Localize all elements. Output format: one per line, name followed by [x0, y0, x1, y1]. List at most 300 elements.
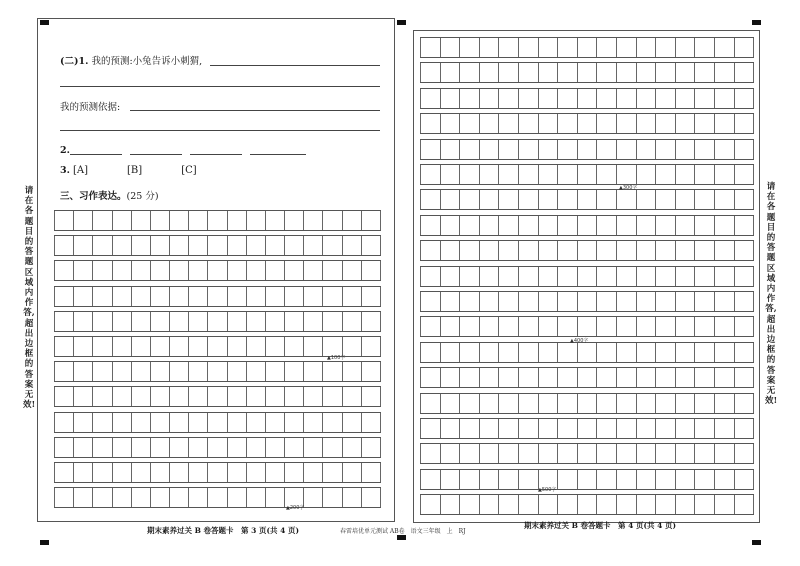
writing-cell[interactable]: [735, 419, 755, 438]
writing-cell[interactable]: [362, 387, 381, 406]
writing-cell[interactable]: [420, 89, 441, 108]
writing-cell[interactable]: [343, 438, 362, 457]
writing-cell[interactable]: [441, 241, 461, 260]
writing-cell[interactable]: [208, 337, 227, 356]
answer-line[interactable]: [130, 110, 380, 111]
writing-cell[interactable]: [54, 463, 74, 482]
writing-cell[interactable]: [170, 312, 189, 331]
writing-cell[interactable]: [460, 89, 480, 108]
writing-cell[interactable]: [228, 236, 247, 255]
writing-cell[interactable]: [74, 261, 93, 280]
writing-cell[interactable]: [343, 337, 362, 356]
writing-cell[interactable]: [597, 241, 617, 260]
writing-cell[interactable]: [656, 394, 676, 413]
writing-cell[interactable]: [695, 394, 715, 413]
writing-cell[interactable]: [695, 190, 715, 209]
writing-cell[interactable]: [460, 292, 480, 311]
writing-cell[interactable]: [637, 241, 657, 260]
writing-cell[interactable]: [480, 114, 500, 133]
writing-cell[interactable]: [460, 444, 480, 463]
writing-cell[interactable]: [266, 362, 285, 381]
writing-cell[interactable]: [441, 114, 461, 133]
writing-cell[interactable]: [151, 236, 170, 255]
writing-cell[interactable]: [113, 413, 132, 432]
writing-cell[interactable]: [228, 387, 247, 406]
writing-cell[interactable]: [617, 140, 637, 159]
writing-cell[interactable]: [228, 362, 247, 381]
writing-cell[interactable]: [499, 317, 519, 336]
writing-cell[interactable]: [323, 312, 342, 331]
writing-cell[interactable]: [460, 38, 480, 57]
writing-cell[interactable]: [304, 438, 323, 457]
writing-cell[interactable]: [285, 261, 304, 280]
writing-cell[interactable]: [656, 165, 676, 184]
writing-cell[interactable]: [170, 438, 189, 457]
writing-cell[interactable]: [637, 165, 657, 184]
writing-cell[interactable]: [519, 267, 539, 286]
writing-cell[interactable]: [539, 114, 559, 133]
writing-cell[interactable]: [735, 495, 755, 514]
writing-cell[interactable]: [676, 114, 696, 133]
writing-cell[interactable]: [578, 419, 598, 438]
writing-cell[interactable]: [695, 495, 715, 514]
writing-cell[interactable]: [74, 488, 93, 507]
writing-cell[interactable]: [323, 261, 342, 280]
writing-cell[interactable]: [539, 267, 559, 286]
writing-cell[interactable]: [617, 317, 637, 336]
writing-cell[interactable]: [617, 241, 637, 260]
writing-cell[interactable]: [420, 140, 441, 159]
writing-cell[interactable]: [558, 343, 578, 362]
writing-cell[interactable]: [597, 63, 617, 82]
writing-cell[interactable]: [480, 394, 500, 413]
writing-cell[interactable]: [323, 236, 342, 255]
writing-cell[interactable]: [93, 488, 112, 507]
writing-cell[interactable]: [343, 211, 362, 230]
writing-cell[interactable]: [441, 140, 461, 159]
writing-cell[interactable]: [578, 368, 598, 387]
writing-cell[interactable]: [189, 413, 208, 432]
writing-cell[interactable]: [132, 463, 151, 482]
writing-cell[interactable]: [695, 216, 715, 235]
writing-cell[interactable]: [228, 287, 247, 306]
writing-cell[interactable]: [266, 463, 285, 482]
writing-cell[interactable]: [617, 63, 637, 82]
writing-cell[interactable]: [519, 419, 539, 438]
writing-cell[interactable]: [499, 89, 519, 108]
writing-cell[interactable]: [54, 236, 74, 255]
writing-cell[interactable]: [323, 413, 342, 432]
writing-cell[interactable]: [597, 368, 617, 387]
writing-cell[interactable]: [323, 211, 342, 230]
writing-cell[interactable]: [460, 470, 480, 489]
writing-cell[interactable]: [132, 236, 151, 255]
writing-cell[interactable]: [735, 470, 755, 489]
writing-cell[interactable]: [170, 463, 189, 482]
writing-cell[interactable]: [597, 190, 617, 209]
writing-cell[interactable]: [441, 495, 461, 514]
writing-cell[interactable]: [208, 438, 227, 457]
writing-cell[interactable]: [617, 343, 637, 362]
writing-cell[interactable]: [113, 387, 132, 406]
writing-cell[interactable]: [715, 343, 735, 362]
writing-cell[interactable]: [441, 190, 461, 209]
writing-cell[interactable]: [597, 89, 617, 108]
writing-cell[interactable]: [170, 488, 189, 507]
writing-cell[interactable]: [266, 312, 285, 331]
writing-cell[interactable]: [420, 343, 441, 362]
writing-cell[interactable]: [637, 63, 657, 82]
writing-cell[interactable]: [558, 165, 578, 184]
writing-cell[interactable]: [656, 292, 676, 311]
writing-cell[interactable]: [343, 463, 362, 482]
writing-cell[interactable]: [113, 488, 132, 507]
writing-cell[interactable]: [656, 114, 676, 133]
writing-cell[interactable]: [519, 394, 539, 413]
writing-cell[interactable]: [715, 495, 735, 514]
writing-cell[interactable]: [597, 165, 617, 184]
writing-cell[interactable]: [420, 317, 441, 336]
writing-cell[interactable]: [597, 114, 617, 133]
option-b[interactable]: [B]: [127, 165, 143, 176]
writing-cell[interactable]: [676, 394, 696, 413]
writing-cell[interactable]: [441, 394, 461, 413]
writing-cell[interactable]: [656, 89, 676, 108]
writing-cell[interactable]: [132, 438, 151, 457]
writing-cell[interactable]: [228, 488, 247, 507]
writing-cell[interactable]: [519, 343, 539, 362]
writing-cell[interactable]: [304, 488, 323, 507]
writing-cell[interactable]: [362, 488, 381, 507]
writing-cell[interactable]: [637, 140, 657, 159]
writing-cell[interactable]: [597, 419, 617, 438]
writing-cell[interactable]: [460, 190, 480, 209]
writing-cell[interactable]: [695, 63, 715, 82]
writing-cell[interactable]: [519, 444, 539, 463]
writing-cell[interactable]: [695, 368, 715, 387]
writing-cell[interactable]: [519, 368, 539, 387]
writing-cell[interactable]: [93, 387, 112, 406]
writing-cell[interactable]: [285, 312, 304, 331]
writing-cell[interactable]: [656, 63, 676, 82]
writing-cell[interactable]: [676, 89, 696, 108]
writing-cell[interactable]: [480, 190, 500, 209]
writing-cell[interactable]: [266, 413, 285, 432]
writing-cell[interactable]: [189, 287, 208, 306]
writing-cell[interactable]: [343, 312, 362, 331]
writing-cell[interactable]: [499, 165, 519, 184]
writing-cell[interactable]: [74, 236, 93, 255]
writing-cell[interactable]: [285, 413, 304, 432]
writing-cell[interactable]: [266, 387, 285, 406]
writing-cell[interactable]: [617, 495, 637, 514]
writing-cell[interactable]: [420, 38, 441, 57]
writing-cell[interactable]: [539, 444, 559, 463]
answer-blank-3[interactable]: [190, 154, 242, 155]
writing-cell[interactable]: [460, 241, 480, 260]
writing-cell[interactable]: [695, 343, 715, 362]
writing-cell[interactable]: [558, 419, 578, 438]
writing-cell[interactable]: [228, 337, 247, 356]
writing-cell[interactable]: [578, 267, 598, 286]
writing-cell[interactable]: [151, 463, 170, 482]
writing-cell[interactable]: [132, 337, 151, 356]
writing-cell[interactable]: [578, 343, 598, 362]
writing-cell[interactable]: [304, 387, 323, 406]
writing-cell[interactable]: [362, 463, 381, 482]
writing-cell[interactable]: [715, 165, 735, 184]
writing-cell[interactable]: [228, 413, 247, 432]
writing-cell[interactable]: [343, 387, 362, 406]
writing-cell[interactable]: [441, 63, 461, 82]
writing-cell[interactable]: [93, 312, 112, 331]
writing-cell[interactable]: [597, 394, 617, 413]
writing-cell[interactable]: [343, 413, 362, 432]
writing-cell[interactable]: [715, 394, 735, 413]
writing-cell[interactable]: [715, 63, 735, 82]
writing-cell[interactable]: [558, 470, 578, 489]
writing-cell[interactable]: [676, 444, 696, 463]
writing-cell[interactable]: [735, 368, 755, 387]
writing-cell[interactable]: [715, 216, 735, 235]
writing-cell[interactable]: [480, 495, 500, 514]
writing-cell[interactable]: [578, 444, 598, 463]
writing-cell[interactable]: [441, 444, 461, 463]
writing-cell[interactable]: [578, 317, 598, 336]
writing-cell[interactable]: [656, 216, 676, 235]
writing-cell[interactable]: [228, 312, 247, 331]
writing-cell[interactable]: [715, 368, 735, 387]
writing-cell[interactable]: [676, 140, 696, 159]
writing-cell[interactable]: [460, 140, 480, 159]
writing-cell[interactable]: [441, 165, 461, 184]
writing-cell[interactable]: [480, 343, 500, 362]
writing-cell[interactable]: [695, 114, 715, 133]
writing-cell[interactable]: [558, 190, 578, 209]
writing-cell[interactable]: [151, 362, 170, 381]
writing-cell[interactable]: [617, 190, 637, 209]
writing-cell[interactable]: [304, 236, 323, 255]
writing-cell[interactable]: [519, 38, 539, 57]
writing-cell[interactable]: [266, 211, 285, 230]
writing-cell[interactable]: [151, 413, 170, 432]
writing-cell[interactable]: [460, 165, 480, 184]
writing-cell[interactable]: [441, 89, 461, 108]
writing-cell[interactable]: [578, 114, 598, 133]
writing-cell[interactable]: [304, 463, 323, 482]
writing-cell[interactable]: [578, 241, 598, 260]
writing-cell[interactable]: [695, 317, 715, 336]
writing-cell[interactable]: [304, 413, 323, 432]
writing-cell[interactable]: [54, 261, 74, 280]
writing-cell[interactable]: [715, 470, 735, 489]
writing-cell[interactable]: [715, 292, 735, 311]
writing-cell[interactable]: [304, 287, 323, 306]
writing-cell[interactable]: [54, 438, 74, 457]
writing-cell[interactable]: [676, 317, 696, 336]
writing-cell[interactable]: [695, 444, 715, 463]
answer-line[interactable]: [60, 86, 380, 87]
writing-cell[interactable]: [637, 114, 657, 133]
writing-cell[interactable]: [189, 488, 208, 507]
writing-cell[interactable]: [208, 312, 227, 331]
writing-cell[interactable]: [578, 292, 598, 311]
writing-cell[interactable]: [519, 63, 539, 82]
writing-cell[interactable]: [343, 236, 362, 255]
writing-cell[interactable]: [499, 419, 519, 438]
writing-cell[interactable]: [420, 292, 441, 311]
writing-cell[interactable]: [420, 114, 441, 133]
writing-cell[interactable]: [558, 394, 578, 413]
writing-cell[interactable]: [420, 394, 441, 413]
writing-cell[interactable]: [519, 495, 539, 514]
writing-cell[interactable]: [189, 236, 208, 255]
writing-cell[interactable]: [480, 292, 500, 311]
writing-cell[interactable]: [695, 140, 715, 159]
writing-cell[interactable]: [539, 190, 559, 209]
writing-cell[interactable]: [558, 89, 578, 108]
writing-cell[interactable]: [695, 89, 715, 108]
writing-cell[interactable]: [170, 337, 189, 356]
writing-cell[interactable]: [441, 216, 461, 235]
writing-cell[interactable]: [247, 287, 266, 306]
writing-cell[interactable]: [558, 38, 578, 57]
writing-cell[interactable]: [656, 419, 676, 438]
writing-cell[interactable]: [54, 211, 74, 230]
writing-cell[interactable]: [676, 495, 696, 514]
writing-cell[interactable]: [362, 413, 381, 432]
writing-cell[interactable]: [558, 241, 578, 260]
writing-cell[interactable]: [362, 236, 381, 255]
writing-cell[interactable]: [323, 488, 342, 507]
writing-cell[interactable]: [480, 368, 500, 387]
writing-cell[interactable]: [519, 292, 539, 311]
writing-cell[interactable]: [637, 419, 657, 438]
writing-cell[interactable]: [578, 470, 598, 489]
writing-cell[interactable]: [304, 261, 323, 280]
writing-cell[interactable]: [460, 419, 480, 438]
writing-cell[interactable]: [362, 337, 381, 356]
writing-cell[interactable]: [578, 140, 598, 159]
writing-cell[interactable]: [499, 216, 519, 235]
writing-cell[interactable]: [420, 190, 441, 209]
writing-cell[interactable]: [420, 241, 441, 260]
writing-cell[interactable]: [113, 337, 132, 356]
writing-cell[interactable]: [441, 38, 461, 57]
writing-cell[interactable]: [362, 312, 381, 331]
writing-cell[interactable]: [539, 140, 559, 159]
writing-cell[interactable]: [715, 89, 735, 108]
writing-cell[interactable]: [558, 317, 578, 336]
writing-cell[interactable]: [695, 267, 715, 286]
writing-cell[interactable]: [480, 419, 500, 438]
writing-cell[interactable]: [247, 438, 266, 457]
writing-cell[interactable]: [266, 438, 285, 457]
writing-cell[interactable]: [617, 419, 637, 438]
writing-cell[interactable]: [247, 211, 266, 230]
writing-cell[interactable]: [735, 444, 755, 463]
writing-cell[interactable]: [578, 165, 598, 184]
writing-cell[interactable]: [113, 312, 132, 331]
writing-cell[interactable]: [617, 267, 637, 286]
writing-cell[interactable]: [93, 362, 112, 381]
writing-cell[interactable]: [323, 362, 342, 381]
writing-cell[interactable]: [362, 438, 381, 457]
writing-cell[interactable]: [189, 362, 208, 381]
writing-cell[interactable]: [656, 140, 676, 159]
writing-cell[interactable]: [170, 211, 189, 230]
writing-cell[interactable]: [285, 438, 304, 457]
writing-cell[interactable]: [637, 190, 657, 209]
writing-cell[interactable]: [113, 287, 132, 306]
writing-cell[interactable]: [304, 362, 323, 381]
writing-cell[interactable]: [715, 190, 735, 209]
writing-cell[interactable]: [558, 114, 578, 133]
writing-cell[interactable]: [499, 343, 519, 362]
writing-cell[interactable]: [132, 413, 151, 432]
writing-cell[interactable]: [323, 387, 342, 406]
writing-cell[interactable]: [558, 444, 578, 463]
writing-cell[interactable]: [480, 317, 500, 336]
writing-cell[interactable]: [539, 317, 559, 336]
writing-cell[interactable]: [558, 495, 578, 514]
writing-cell[interactable]: [695, 165, 715, 184]
writing-cell[interactable]: [539, 165, 559, 184]
writing-cell[interactable]: [151, 261, 170, 280]
writing-cell[interactable]: [539, 292, 559, 311]
writing-cell[interactable]: [715, 38, 735, 57]
answer-line[interactable]: [210, 65, 380, 66]
writing-cell[interactable]: [617, 368, 637, 387]
writing-cell[interactable]: [93, 287, 112, 306]
writing-cell[interactable]: [539, 38, 559, 57]
writing-cell[interactable]: [715, 444, 735, 463]
writing-cell[interactable]: [617, 216, 637, 235]
writing-cell[interactable]: [460, 114, 480, 133]
writing-cell[interactable]: [539, 63, 559, 82]
writing-cell[interactable]: [676, 190, 696, 209]
writing-cell[interactable]: [656, 470, 676, 489]
writing-cell[interactable]: [228, 463, 247, 482]
writing-cell[interactable]: [170, 236, 189, 255]
writing-cell[interactable]: [480, 216, 500, 235]
answer-blank-1[interactable]: [70, 154, 122, 155]
writing-cell[interactable]: [519, 190, 539, 209]
writing-cell[interactable]: [323, 438, 342, 457]
writing-cell[interactable]: [676, 216, 696, 235]
writing-cell[interactable]: [539, 216, 559, 235]
writing-cell[interactable]: [189, 463, 208, 482]
writing-cell[interactable]: [676, 368, 696, 387]
writing-cell[interactable]: [208, 387, 227, 406]
writing-cell[interactable]: [189, 211, 208, 230]
writing-cell[interactable]: [441, 292, 461, 311]
writing-cell[interactable]: [170, 362, 189, 381]
writing-cell[interactable]: [54, 488, 74, 507]
writing-cell[interactable]: [74, 362, 93, 381]
writing-cell[interactable]: [558, 216, 578, 235]
writing-cell[interactable]: [617, 394, 637, 413]
writing-cell[interactable]: [247, 312, 266, 331]
writing-cell[interactable]: [74, 337, 93, 356]
writing-cell[interactable]: [170, 387, 189, 406]
writing-cell[interactable]: [695, 419, 715, 438]
writing-cell[interactable]: [558, 368, 578, 387]
writing-cell[interactable]: [637, 495, 657, 514]
writing-cell[interactable]: [539, 394, 559, 413]
writing-cell[interactable]: [519, 114, 539, 133]
writing-cell[interactable]: [715, 267, 735, 286]
